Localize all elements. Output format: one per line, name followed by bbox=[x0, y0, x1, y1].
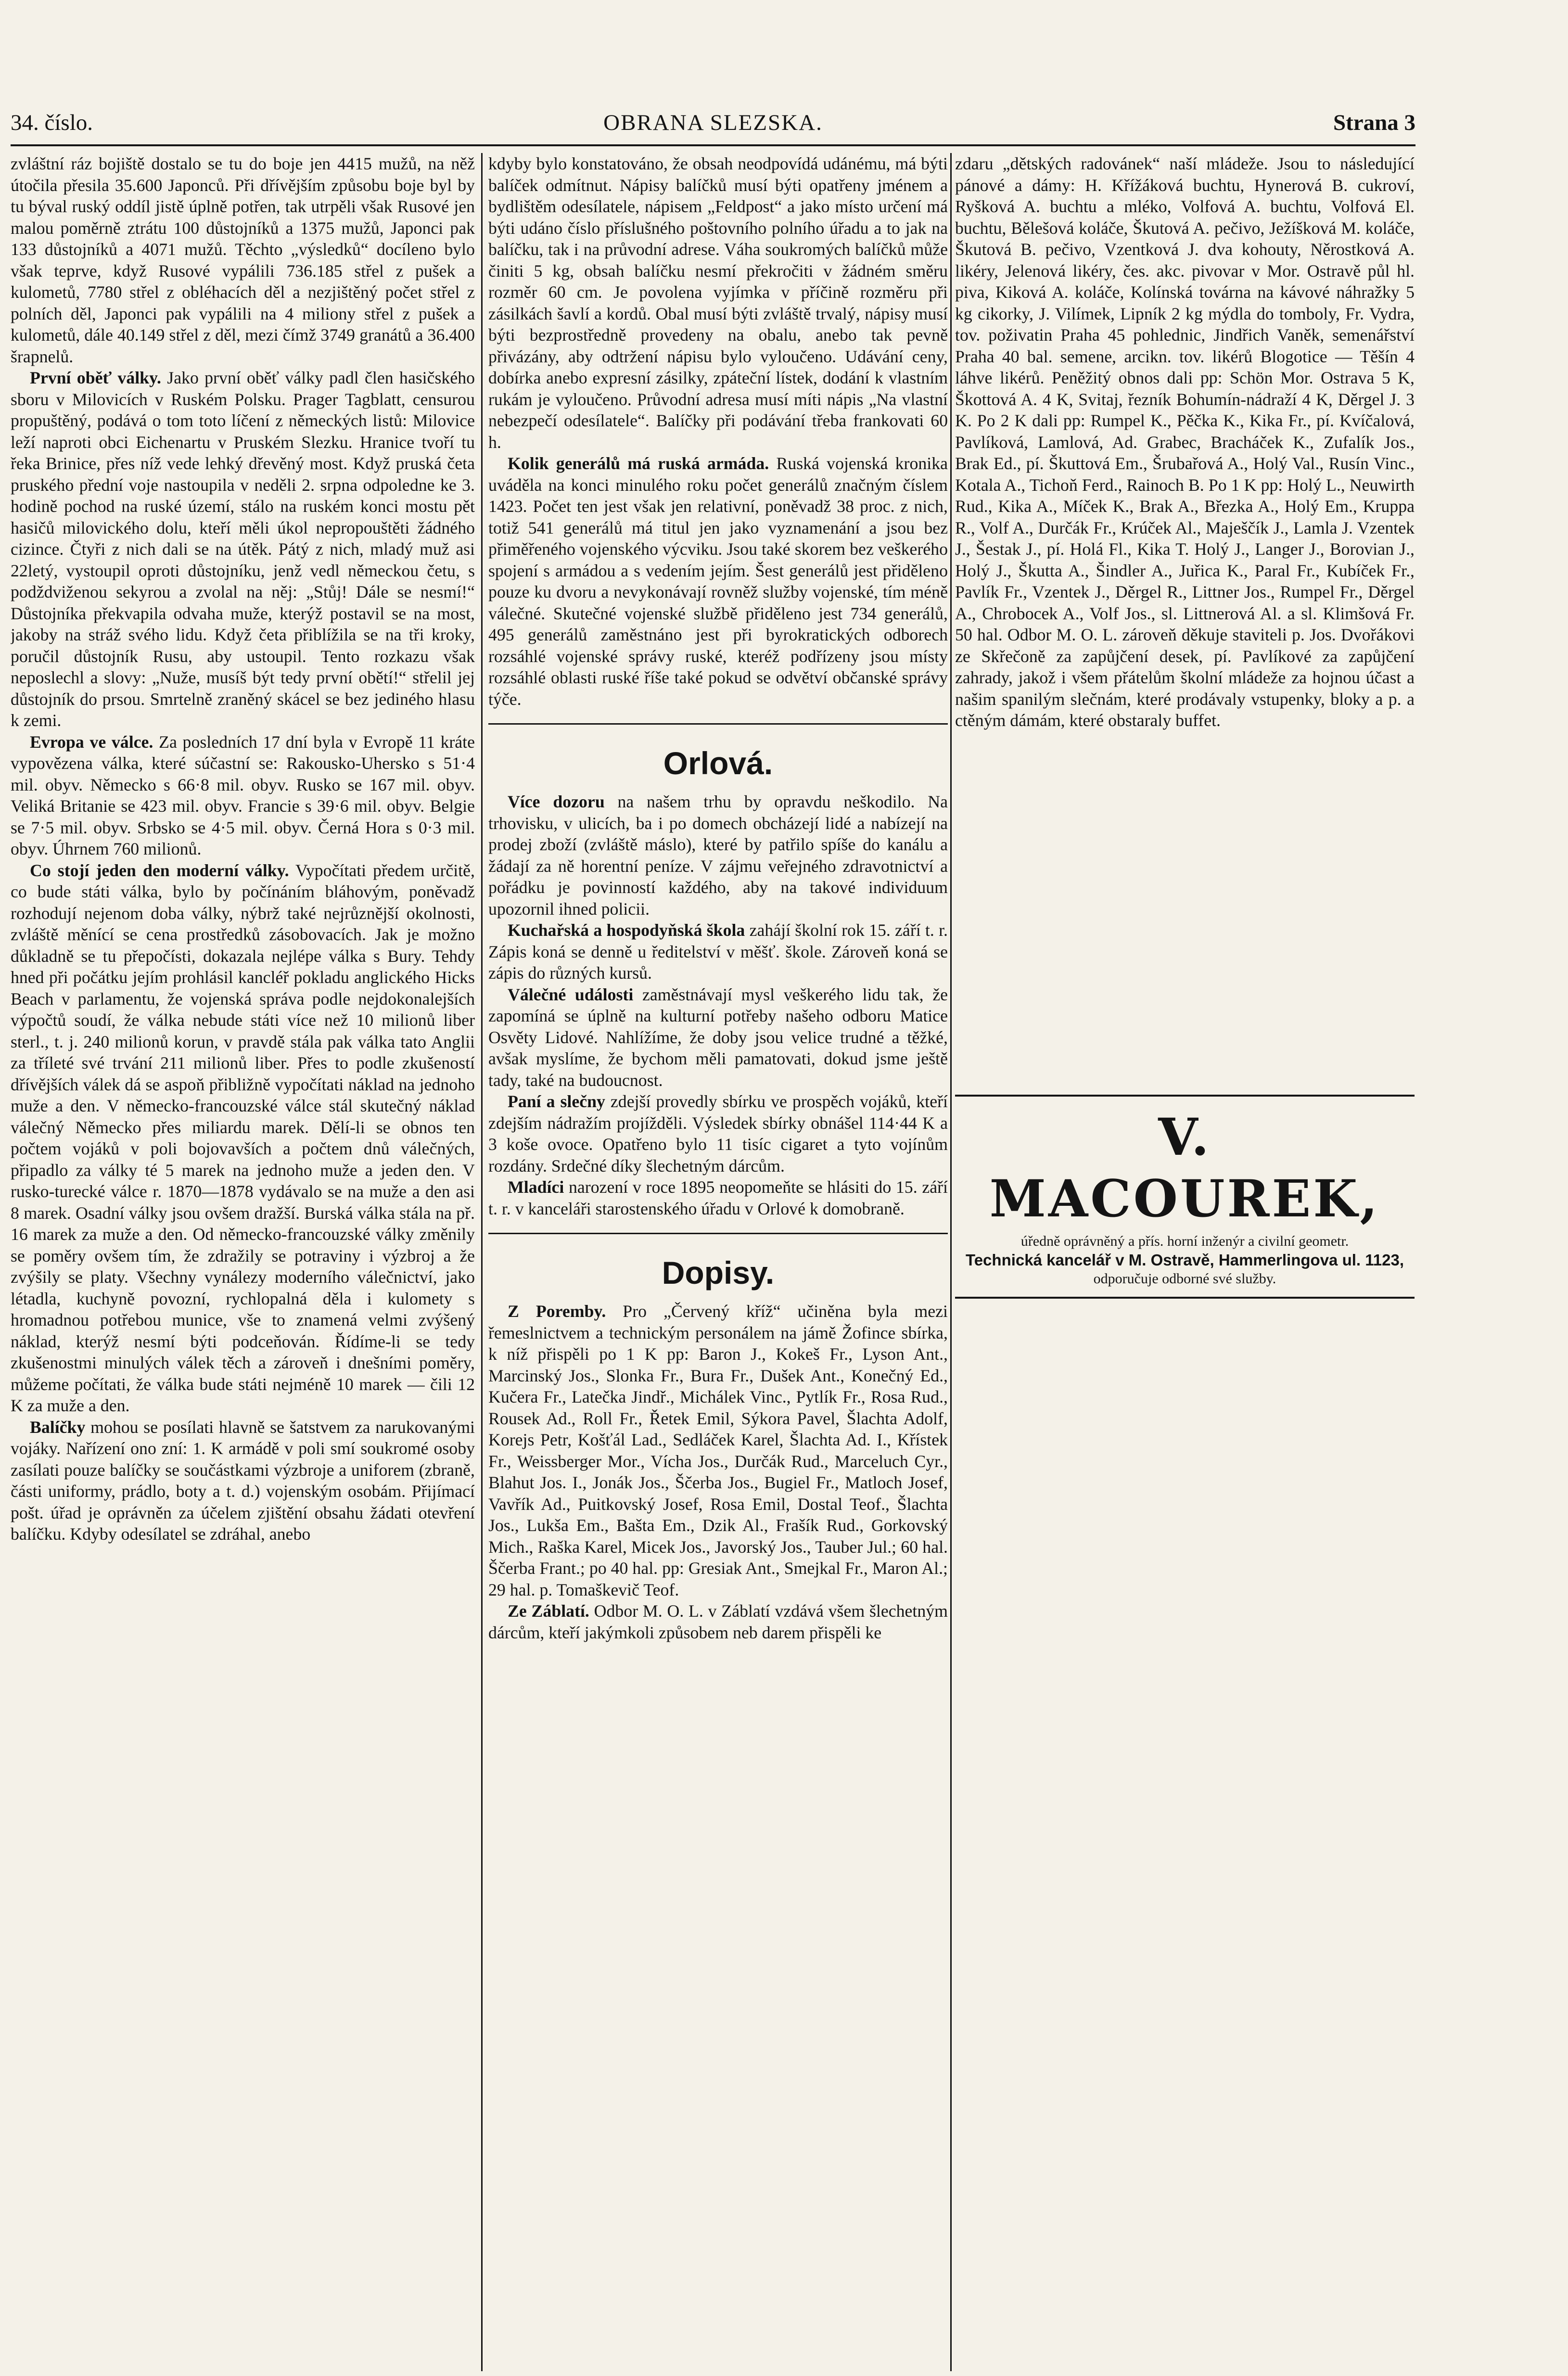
advertisement bbox=[955, 1095, 1415, 1287]
article-body: Vypočítati předem určitě, co bude státi válka, bylo by počínáním bláhovým, poněvadž rozhodují nejenom doba války, nýbrž také nejrůznější okolnosti, zvláště měnící se cena prostředků zásobovacích. Jak je možno důkladně se tu přepočísti, dokazala nejlépe válka s Bury. Tehdy hned při počátku jejím prohlásil kancléř pokladu anglického Hicks Beach v parlamentu, že vojenská správa podle nejdokonalejších výpočtů soudí, že válka nebude státi více než 10 milionů liber sterl., t. j. 240 milionů korun, v pravdě stála pak válka tato Anglii za tříleté své trvání 211 milionů liber. Přes to podle zkušeností dřívějších válek dá se aspoň přibližně vypočítati náklad na jednoho muže a den. V německo-francouzské válce stál skutečný náklad válečný Německo přes miliardu marek. Dělí-li se obnos ten počtem vojáků v poli bojovavších a počtem dnů válečných, připadlo za války té 5 marek na jednoho muže a jeden den. V rusko-turecké válce r. 1870—1878 vydávalo se na muže a den asi 8 marek. Osadní války jsou ovšem dražší. Burská válka stála na př. 16 marek za muže a den. Od německo-francouzské války změnily se poměry ovšem tím, že zdražily se potraviny i výzbroj a že zvýšily se platy. Všechny vynálezy moderního válečnictví, jako létadla, kuchyně povozní, rychlopalná děla i kulomety s hromadnou potřebou munice, vše to znamená velmi zvýšený náklad, kterýž nesmí býti podceňován. Řídíme-li se tedy zkušenostmi minulých válek těch a zároveň i dnešními poměry, můžeme počítati, že válka bude státi nejméně 10 marek — čili 12 K za muže a den. bbox=[11, 860, 475, 1415]
article-lead: Paní a slečny bbox=[508, 1092, 605, 1111]
section-divider bbox=[488, 1233, 948, 1234]
article-continuation: zvláštní ráz bojiště dostalo se tu do boje jen 4415 mužů, na něž útočila přesila 35.600 Japonců. Při dřívějším způsobu boje byl by tu býval ruský oddíl jistě úplně potřen, tak utrpěli však Rusové jen malou poměrně ztrátu 100 důstojníků a 1375 mužů, Japonci pak 133 důstojníků a 4071 mužů. Těchto „výsledků“ docíleno bylo však teprve, když Rusové vypálili 736.185 střel z pušek a kulometů, 7780 střel z obléhacích děl a nezjištěný počet střel z polních děl, Japonci pak vypálili na 4 miliony střel z pušek a kulometů, dále 40.149 střel z děl, mezi čímž 3749 granátů a 36.400 šrapnelů. bbox=[11, 154, 475, 366]
article-europe-war bbox=[11, 731, 475, 860]
article-body: Ruská vojenská kronika uváděla na konci minulého roku počet generálů značným číslem 1423. Počet ten jest však jen relativní, poněvadž 38 proc. z nich, totiž 541 generálů má titul jen jako vyznamenání a jsou bez přiměřeného vojenského výcviku. Jsou také skorem bez veškerého spojení s armádou a s vedením jejím. Šest generálů jest přiděleno pouze ku dvoru a nevykonávají rovněž služby vojenské, tím méně válečné. Skutečné vojenské službě přiděleno jest 734 generálů, 495 generálů zaměstnáno jest při byrokratických odborech rozsáhlé vojenské správy ruské, kteréž podřízeny jsou místy rozsáhlé oblasti ruské říše také pokud se odvětví občanské správy týče. bbox=[488, 454, 948, 709]
article-lead: Evropa ve válce. bbox=[30, 732, 153, 752]
article-lead: Co stojí jeden den moderní války. bbox=[30, 860, 289, 880]
article-war-cost bbox=[11, 860, 475, 1417]
issue-number: 34. číslo. bbox=[11, 110, 93, 135]
article-lead: Kuchařská a hospodyňská škola bbox=[508, 920, 745, 940]
column-divider-2 bbox=[950, 153, 952, 2371]
article-body: zdejší provedly sbírku ve prospěch vojáků, kteří zdejším nádražím projížděli. Výsledek sbírky obnášel 114·44 K a 3 koše ovoce. Opatřeno bylo 11 tisíc cigaret a tyto vojínům rozdány. Srdečné díky šlechetným dárcům. bbox=[488, 1092, 948, 1175]
article-body: zaměstnávají mysl veškerého lidu tak, že zapomíná se úplně na kulturní potřeby našeho odboru Matice Osvěty Lidové. Nahlížíme, že doby jsou velice trudné a těžké, avšak myslíme, že bychom měli pamatovati, dokud jsme ještě tady, také na budoucnost. bbox=[488, 984, 948, 1090]
newspaper-title: OBRANA SLEZSKA. bbox=[603, 110, 823, 135]
article-lead: Kolik generálů má ruská armáda. bbox=[508, 454, 769, 473]
ad-rule bbox=[955, 1095, 1415, 1097]
article-continuation: zdaru „dětských radovánek“ naší mládeže. Jsou to následující pánové a dámy: H. Křížáková buchtu, Hynerová B. cukroví, Ryšková A. buchtu a mléko, Volfová A. buchtu, Volfová El. buchtu, Bělešová koláče, Škutová A. pečivo, Ježíšková M. koláče, Škutová B. pečivo, Vzentková J. dva kohouty, Něrostková A. likéry, Jelenová likéry, čes. akc. pivovar v Mor. Ostravě půl hl. piva, Kiková A. koláče, Kolínská továrna na kávové náhražky 5 kg cikorky, J. Vilímek, Lipník 2 kg mýdla do tomboly, Fr. Vydra, tov. poživatin Praha 45 pohlednic, Jindřich Vaněk, semenářství Praha 40 bal. semene, arcikn. tov. likérů Blogotice — Těšín 4 láhve likérů. Peněžitý obnos dali pp: Schön Mor. Ostrava 5 K, Škottová A. 4 K, Svitaj, řezník Bohumín-nádraží 4 K, Děrgel J. 3 K. Po 2 K dali pp: Rumpel K., Pěčka K., Kika Fr., pí. Kvíčalová, Pavlíková, Lamlová, Ad. Grabec, Bracháček K., Zufalík Jos., Brak Ed., pí. Škuttová Em., Šrubařová A., Holý Val., Rusín Vinc., Kotala A., Tichoň Ferd., Rainoch B. Po 1 K pp: Holý L., Neuwirth Rud., Kika A., Míček K., Brak A., Březka A., Holý Em., Kruppa R., Volf A., Durčák Fr., Krúček Al., Maješčík J., Lamla J. Vzentek J., Šestak J., pí. Holá Fl., Kika T. Holý J., Langer J., Borovian J., Holý J., Škutta A., Šindler A., Juřica K., Paral Fr., Kubíček Fr., Pavlík Fr., Vzentek J., Děrgel R., Littner Jos., Rumpel Fr., Děrgel A., Chrobocek A., Volf Jos., sl. Littnerová Al. a sl. Klimšová Fr. 50 hal. Odbor M. O. L. zároveň děkuje staviteli p. Jos. Dvořákovi ze Skřečoně za zapůjčení desek, pí. Pavlíkové za zapůjčení zahrady, jakož i všem přátelům školní mládeže za hojnou účast a našim spanilým slečnám, které prodávaly vstupenky, bloky a p. a ctěným dámám, které obstaraly buffet. bbox=[955, 154, 1415, 730]
article-body: mohou se posílati hlavně se šatstvem za narukovanými vojáky. Nařízení ono zní: 1. K armádě v poli smí soukromé osoby zasílati pouze balíčky se součástkami výzbroje a uniforem (zbraně, části uniformy, prádlo, boty a t. d.) vojenským osobám. Přijímací pošt. úřad je oprávněn za účelem zjištění obsahu žádati otevření balíčku. Kdyby odesílatel se zdráhal, anebo bbox=[11, 1417, 475, 1544]
article-lead: První oběť války. bbox=[30, 368, 161, 387]
article-first-victim bbox=[11, 367, 475, 731]
column-1 bbox=[11, 153, 475, 2371]
article-young-men bbox=[488, 1176, 948, 1219]
article-parcels bbox=[11, 1417, 475, 1545]
ad-address: Technická kancelář v M. Ostravě, Hammerlingova ul. 1123, bbox=[966, 1251, 1404, 1269]
article-lead: Balíčky bbox=[30, 1417, 86, 1437]
article-lead: Z Poremby. bbox=[508, 1302, 606, 1321]
article-lead: Mladíci bbox=[508, 1177, 564, 1197]
section-title-dopisy: Dopisy. bbox=[662, 1255, 775, 1290]
article-body: narození v roce 1895 neopomeňte se hlásiti do 15. září t. r. v kanceláři starostenského úřadu v Orlové k domobraně. bbox=[488, 1177, 948, 1218]
article-body: Odbor M. O. L. v Záblatí vzdává všem šlechetným dárcům, kteří jakýmkoli způsobem neb darem přispěli ke bbox=[488, 1601, 948, 1642]
article-russian-generals bbox=[488, 453, 948, 710]
column-3 bbox=[955, 153, 1415, 1260]
ad-profession: úředně oprávněný a přís. horní inženýr a civilní geometr. bbox=[1020, 1233, 1349, 1249]
article-lead: Více dozoru bbox=[508, 792, 605, 811]
article-body: na našem trhu by opravdu neškodilo. Na trhovisku, v ulicích, ba i po domech obcházejí lidé a nabízejí na prodej zboží (zvláště máslo), které by patřilo spíše do kanálu a žádají za ně horentní peníze. V zájmu veřejného zdravotnictví a pořádku je povinností každého, aby na takové individuum upozornil ihned policii. bbox=[488, 792, 948, 919]
ad-company-name: V. MACOUREK, bbox=[989, 1107, 1380, 1228]
article-ladies-collection bbox=[488, 1091, 948, 1176]
article-continuation: kdyby bylo konstatováno, že obsah neodpovídá udánému, má býti balíček odmítnut. Nápisy balíčků musí býti opatřeny jménem a bydlištěm odesílatele, nápisem „Feldpost“ a jako místo určení má býti udáno číslo příslušného poštovního polního úřadu a to jak na balíčku, tak i na průvodní adrese. Váha soukromých balíčků může činiti 5 kg, obsah balíčku nesmí překročiti v žádném směru rozměr 60 cm. Je povolena vyjímka v příčině rozměru při zásilkách šavlí a kordů. Obal musí býti zvláště trvalý, nápisy musí býti bezprostředně provedeny na obalu, anebo tak pevně přivázány, aby odtržení nápisu bylo vyloučeno. Udávání ceny, dobírka anebo expresní zásilky, zpáteční lístek, dodání k vlastním rukám je vyloučeno. Průvodní adresa musí míti nápis „Na vlastní nebezpečí odesílatele“. Balíčky při podávání třeba frankovati 60 h. bbox=[488, 154, 948, 452]
letter-zablati bbox=[488, 1600, 948, 1643]
column-divider-1 bbox=[481, 153, 483, 2371]
article-body: Jako první oběť války padl člen hasičského sboru v Milovicích v Ruském Polsku. Prager Tagblatt, censurou propuštěný, podává o tom toto líčení z německých listů: Milovice leží naproti obci Eichenartu v Pruském Slezku. Hranice tvoří tu řeka Brinice, přes níž vede lehký dřevěný most. Když pruská četa pruského přední voje nastoupila v neděli 2. srpna odpoledne ke 3. hodině pochod na ruské území, stálo na ruském konci mostu pět hasičů milovického dolu, kteří měli úkol nepropouštěti žádného cizince. Čtyři z nich dali se na útěk. Pátý z nich, mladý muž asi 22letý, vystoupil oproti důstojníku, jenž vedl německou četu, s podždviženou sekyrou a zvolal na něj: „Stůj! Dále se nesmí!“ Důstojníka překvapila odvaha muže, kterýž postavil se na most, jakoby na stráž svého lidu. Když četa přiblížila se na tři kroky, poručil důstojník Rusu, aby ustoupil. Tento rozkazu však neposlechl a slovy: „Nuže, musíš být tedy první obětí!“ střelil jej důstojník do prsou. Smrtelně zraněný skácel se bez jediného hlasu k zemi. bbox=[11, 368, 475, 730]
article-cooking-school bbox=[488, 920, 948, 984]
article-body: Pro „Červený kříž“ učiněna byla mezi řemeslnictvem a technickým personálem na jámě Žofince sbírka, k níž přispěli po 1 K pp: Baron J., Kokeš Fr., Lyson Ant., Marcinský Jos., Slonka Fr., Bura Fr., Dušek Ant., Konečný Ed., Kučera Fr., Latečka Jindř., Michálek Vinc., Pytlík Fr., Rosa Rud., Rousek Ad., Roll Fr., Řetek Emil, Sýkora Pavel, Šlachta Adolf, Korejs Petr, Košťál Lad., Sedláček Karel, Šlachta Ad. I., Křístek Fr., Weissberger Mor., Vícha Jos., Durčák Rud., Marceluch Cyr., Blahut Jos. I., Jonák Jos., Ščerba Jos., Bugiel Fr., Matloch Josef, Vavřík Ad., Puitkovský Josef, Rosa Emil, Dostal Teof., Šlachta Jos., Lukša Em., Bašta Em., Dzik Al., Frašík Rud., Gorkovský Mich., Raška Karel, Micek Jos., Javorský Jos., Tauber Jul.; 60 hal. Ščerba Frant.; po 40 hal. pp: Gresiak Ant., Smejkal Fr., Maron Al.; 29 hal. p. Tomaškevič Teof. bbox=[488, 1302, 948, 1599]
column-2 bbox=[488, 153, 948, 2371]
article-war-events bbox=[488, 984, 948, 1091]
article-more-supervision bbox=[488, 791, 948, 920]
article-lead: Válečné události bbox=[508, 984, 634, 1004]
page-header bbox=[11, 108, 1415, 137]
section-title-orlova: Orlová. bbox=[663, 745, 773, 781]
ad-services: odporučuje odborné své služby. bbox=[1093, 1271, 1276, 1287]
article-body: Za posledních 17 dní byla v Evropě 11 kráte vypovězena válka, které súčastní se: Rakousko-Uhersko s 51·4 mil. obyv. Německo s 66·8 mil. obyv. Rusko se 167 mil. obyv. Veliká Britanie se 423 mil. obyv. Francie s 39·6 mil. obyv. Belgie se 7·5 mil. obyv. Srbsko se 4·5 mil. obyv. Černá Hora s 0·3 mil. obyv. Úhrnem 760 milionů. bbox=[11, 732, 475, 858]
ad-rule bbox=[955, 1297, 1415, 1299]
article-lead: Ze Záblatí. bbox=[508, 1601, 589, 1621]
article-body: zahájí školní rok 15. září t. r. Zápis koná se denně u ředitelství v měšť. škole. Zároveň koná se zápis do různých kursů. bbox=[488, 920, 948, 983]
header-rule bbox=[11, 144, 1415, 146]
letter-poremba bbox=[488, 1301, 948, 1600]
section-divider bbox=[488, 723, 948, 725]
page-number: Strana 3 bbox=[1333, 110, 1415, 135]
